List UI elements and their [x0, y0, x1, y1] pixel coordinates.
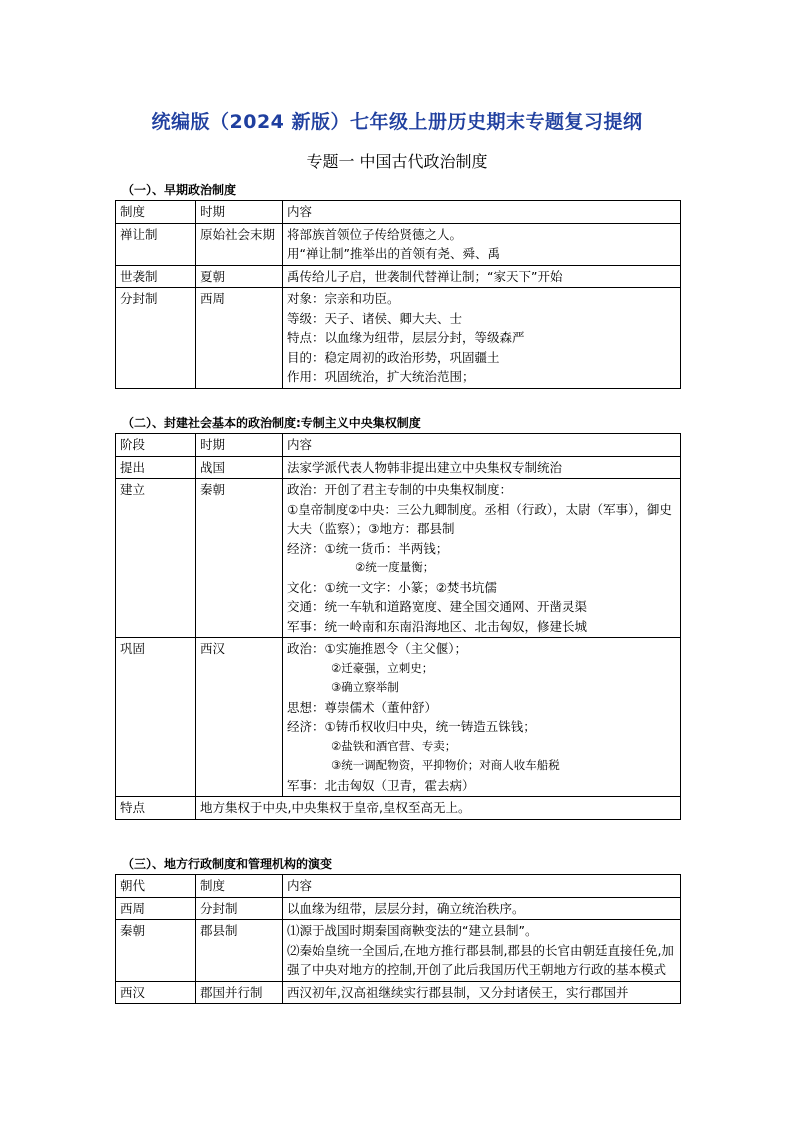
row-period: 秦朝	[196, 479, 283, 638]
content-line: ①皇帝制度②中央：三公九卿制度。丞相（行政），太尉（军事），御史大夫（监察）；③地方：郡县制	[287, 501, 672, 536]
content-line: 文化：①统一文字：小篆；②焚书坑儒	[287, 579, 497, 595]
row-system: 分封制	[196, 897, 283, 920]
table-row	[116, 797, 681, 820]
row-content	[283, 265, 681, 288]
content-line: 对象：宗亲和功臣。	[287, 291, 400, 306]
content-line: 特点：以血缘为纽带，层层分封，等级森严	[287, 330, 525, 345]
table-row	[116, 265, 681, 288]
header-cell: 时期	[196, 201, 283, 224]
content-line: 经济：①铸币权收归中央，统一铸造五铢钱；	[287, 719, 536, 734]
row-label: 禅让制	[116, 223, 196, 265]
content-line: 作用：巩固统治，扩大统治范围；	[287, 369, 475, 384]
section-heading: （一）、早期政治制度	[122, 183, 237, 197]
section-heading: （二）、封建社会基本的政治制度:专制主义中央集权制度	[122, 416, 421, 430]
table-row	[116, 981, 681, 1004]
row-label: 特点	[116, 797, 196, 820]
table-row	[116, 638, 681, 797]
content-line: 思想：尊崇儒术（董仲舒）	[287, 699, 438, 715]
row-label: 秦朝	[116, 920, 196, 982]
document-subtitle: 专题一 中国古代政治制度	[306, 152, 488, 171]
table-row	[116, 223, 681, 265]
row-content	[283, 479, 681, 638]
content-line: ②统一度量衡；	[355, 560, 435, 574]
header-cell: 内容	[283, 434, 681, 457]
row-label: 西汉	[116, 981, 196, 1004]
table-row	[116, 920, 681, 982]
content-line: 地方集权于中央,中央集权于皇帝,皇权至高无上。	[200, 800, 471, 815]
content-line: 禹传给儿子启，世袭制代替禅让制；“家天下”开始	[287, 268, 563, 284]
content-line: ②迁豪强，立刺史；	[331, 660, 434, 675]
content-line: 西汉初年,汉高祖继续实行郡县制，又分封诸侯王，实行郡国并	[287, 984, 629, 1000]
header-cell: 阶段	[116, 434, 196, 457]
content-line: 军事：统一岭南和东南沿海地区、北击匈奴，修建长城	[287, 618, 588, 634]
row-content	[283, 981, 681, 1004]
row-content	[283, 223, 681, 265]
row-label: 提出	[116, 456, 196, 479]
content-line: 将部族首领位子传给贤德之人。	[287, 226, 463, 242]
row-period: 原始社会末期	[196, 223, 283, 265]
content-line: 政治：开创了君主专制的中央集权制度：	[287, 482, 513, 497]
row-period: 西周	[196, 288, 283, 389]
content-line: 以血缘为纽带，层层分封，确立统治秩序。	[287, 900, 525, 916]
row-period: 西汉	[196, 638, 283, 797]
content-line: 经济：①统一货币：半两钱；	[287, 540, 449, 556]
section-table	[115, 874, 681, 1004]
row-label: 世袭制	[116, 265, 196, 288]
content-line: 政治：①实施推恩令（主父偃）；	[287, 641, 467, 656]
row-content	[283, 456, 681, 479]
row-system: 郡县制	[196, 920, 283, 982]
header-cell: 内容	[283, 875, 681, 898]
content-line: 法家学派代表人物韩非提出建立中央集权专制统治	[287, 459, 563, 475]
row-content	[283, 288, 681, 389]
header-cell: 制度	[196, 875, 283, 898]
header-cell: 制度	[116, 201, 196, 224]
row-content	[283, 638, 681, 797]
section-heading: （三）、地方行政制度和管理机构的演变	[122, 857, 333, 871]
content-line: 目的：稳定周初的政治形势，巩固疆土	[287, 349, 500, 365]
content-line: ②盐铁和酒官营、专卖；	[331, 738, 457, 753]
table-row	[116, 288, 681, 389]
row-period: 夏朝	[196, 265, 283, 288]
table-row	[116, 479, 681, 638]
table-row	[116, 456, 681, 479]
content-line: ⑴源于战国时期秦国商鞅变法的“建立县制”。	[287, 923, 538, 938]
row-content	[283, 920, 681, 982]
table-row	[116, 897, 681, 920]
table-header-row	[116, 201, 681, 224]
row-label: 巩固	[116, 638, 196, 797]
row-content	[196, 797, 681, 820]
header-cell: 内容	[283, 201, 681, 224]
row-system: 郡国并行制	[196, 981, 283, 1004]
table-header-row	[116, 434, 681, 457]
content-line: 交通：统一车轨和道路宽度、建全国交通网、开凿灵渠	[287, 599, 588, 614]
content-line: ⑵秦始皇统一全国后,在地方推行郡县制,郡县的长官由朝廷直接任免,加强了中央对地方的控制,开创了此后我国历代王朝地方行政的基本模式	[287, 942, 674, 977]
row-period: 战国	[196, 456, 283, 479]
content-line: 军事：北击匈奴（卫青，霍去病）	[287, 777, 475, 793]
content-line: ③统一调配物资，平抑物价；对商人收车船税	[331, 758, 560, 772]
header-cell: 时期	[196, 434, 283, 457]
content-line: 用“禅让制”推举出的首领有尧、舜、禹	[287, 246, 500, 261]
content-line: ③确立察举制	[331, 680, 399, 694]
document-title: 统编版（2024 新版）七年级上册历史期末专题复习提纲	[151, 111, 643, 133]
row-content	[283, 897, 681, 920]
row-label: 建立	[116, 479, 196, 638]
table-header-row	[116, 875, 681, 898]
row-label: 西周	[116, 897, 196, 920]
header-cell: 朝代	[116, 875, 196, 898]
section-table	[115, 433, 681, 820]
section-table	[115, 200, 681, 389]
content-line: 等级：天子、诸侯、卿大夫、士	[287, 310, 463, 326]
row-label: 分封制	[116, 288, 196, 389]
